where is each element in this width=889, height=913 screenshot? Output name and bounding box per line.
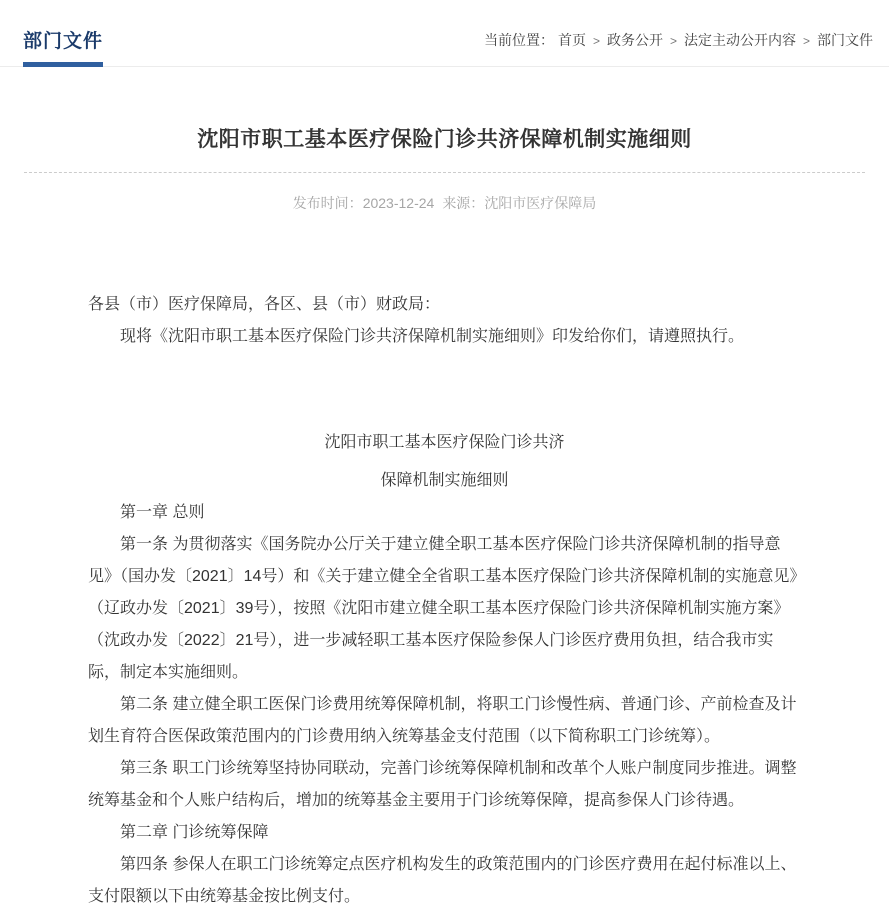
breadcrumb-items (554, 32, 873, 48)
article-title: 沈阳市职工基本医疗保险门诊共济保障机制实施细则 (197, 128, 692, 151)
article-body (0, 289, 889, 913)
breadcrumb-link[interactable]: 政务公开 (606, 32, 663, 48)
breadcrumb-link[interactable]: 法定主动公开内容 (683, 32, 796, 48)
page-header (0, 0, 889, 67)
article-meta (0, 193, 889, 213)
article (0, 67, 889, 913)
source-value: 沈阳市医疗保障局 (484, 195, 597, 211)
article-paragraph: 沈阳市职工基本医疗保险门诊共济 (324, 434, 565, 451)
breadcrumb-separator: > (802, 34, 810, 48)
dashed-divider (24, 172, 865, 173)
publish-time-label: 发布时间： (292, 195, 363, 211)
article-paragraph: 第三条 职工门诊统筹坚持协同联动，完善门诊统筹保障机制和改革个人账户制度同步推进。调整统筹基金和个人账户结构后，增加的统筹基金主要用于门诊统筹保障，提高参保人门诊待遇。 (88, 760, 797, 809)
breadcrumb-link[interactable]: 首页 (557, 32, 586, 48)
article-paragraph: 第二章 门诊统筹保障 (120, 824, 269, 841)
article-paragraph: 第二条 建立健全职工医保门诊费用统筹保障机制，将职工门诊慢性病、普通门诊、产前检查及计划生育符合医保政策范围内的门诊费用纳入统筹基金支付范围（以下简称职工门诊统筹）。 (88, 696, 797, 745)
article-paragraph: 第一条 为贯彻落实《国务院办公厅关于建立健全职工基本医疗保险门诊共济保障机制的指导意见》（国办发〔2021〕14号）和《关于建立健全全省职工基本医疗保险门诊共济保障机制的实施意见》（辽政办发〔2021〕39号），按照《沈阳市建立健全职工基本医疗保险门诊共济保障机制实施方案》（沈政办发〔2022〕21号），进一步减轻职工基本医疗保险参保人门诊医疗费用负担，结合我市实际，制定本实施细则。 (88, 536, 798, 681)
section-tab[interactable] (23, 26, 103, 67)
breadcrumb-separator: > (669, 34, 677, 48)
article-paragraph: 保障机制实施细则 (380, 472, 509, 489)
breadcrumb-link[interactable]: 部门文件 (817, 32, 873, 48)
article-paragraph: 各县（市）医疗保障局，各区、县（市）财政局： (88, 296, 441, 313)
article-paragraph: 第一章 总则 (120, 504, 205, 521)
source-label: 来源： (442, 195, 485, 211)
breadcrumb-label: 当前位置： (484, 32, 555, 48)
breadcrumb-separator: > (592, 34, 600, 48)
breadcrumb (484, 30, 873, 66)
article-paragraph: 现将《沈阳市职工基本医疗保险门诊共济保障机制实施细则》印发给你们，请遵照执行。 (120, 328, 745, 345)
article-paragraph: 第四条 参保人在职工门诊统筹定点医疗机构发生的政策范围内的门诊医疗费用在起付标准以上、支付限额以下由统筹基金按比例支付。 (88, 856, 797, 905)
publish-time-value: 2023-12-24 (362, 195, 435, 211)
section-tab-label: 部门文件 (23, 31, 104, 52)
